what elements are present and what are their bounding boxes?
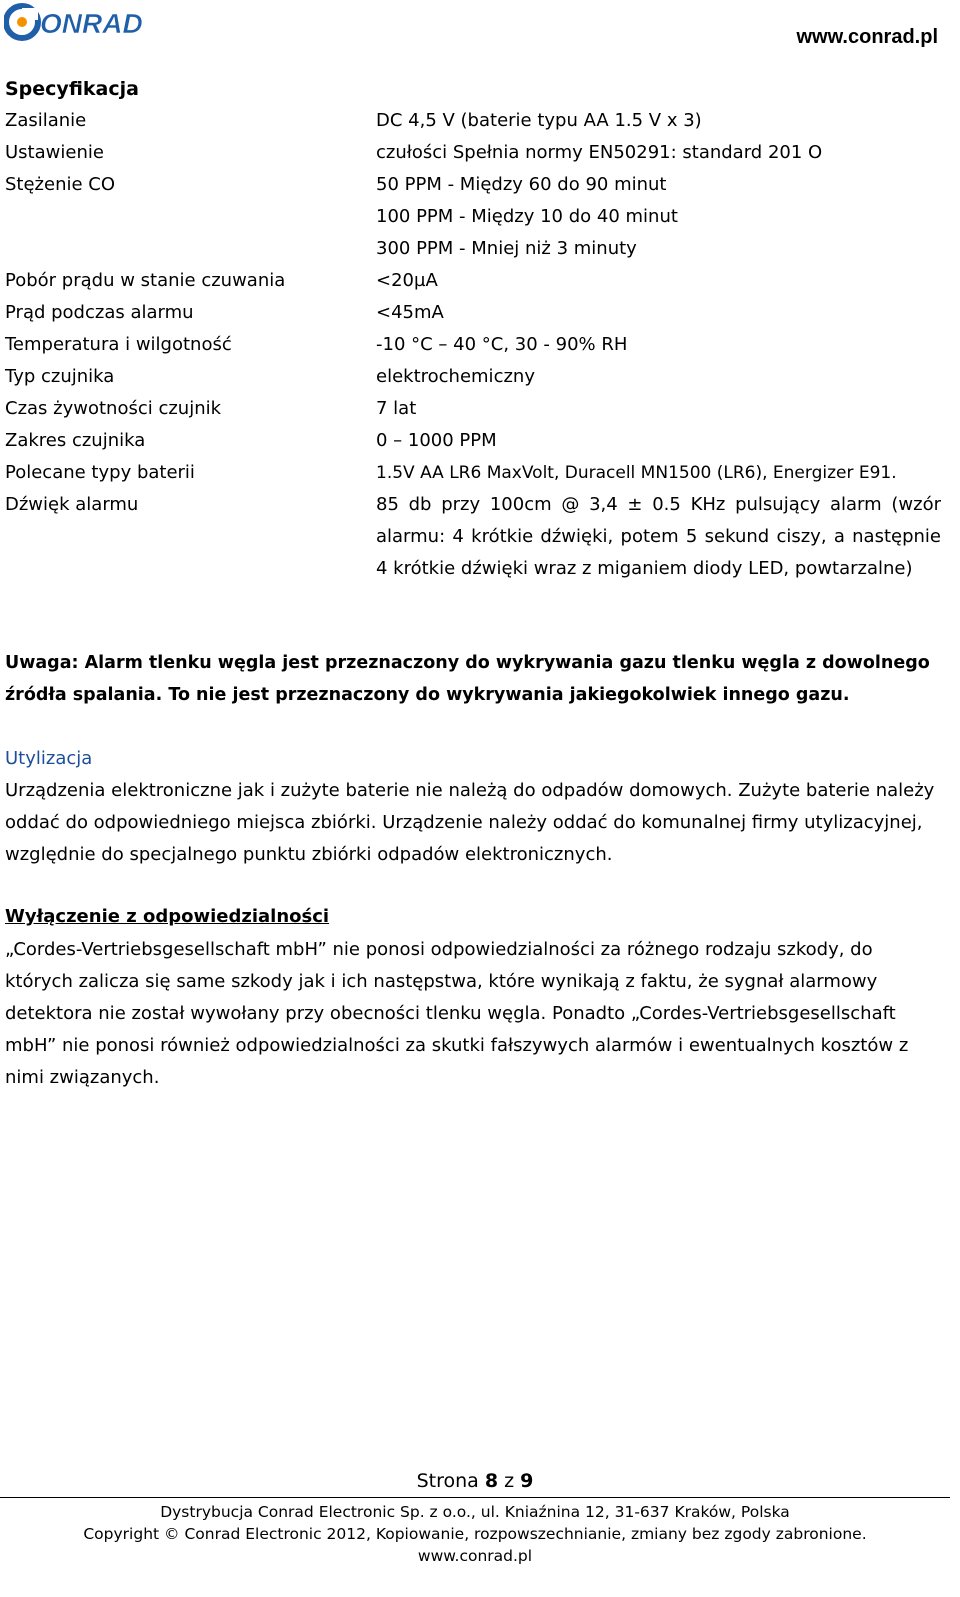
spec-label: Prąd podczas alarmu [5,302,194,323]
page-number [0,1470,950,1492]
spec-row [0,265,960,297]
page-prefix: Strona [416,1470,485,1492]
spec-value: czułości Spełnia normy EN50291: standard 201 O [376,142,823,163]
spec-row [0,169,960,201]
svg-text:ONRAD: ONRAD [40,8,143,39]
spec-label: Pobór prądu w stanie czuwania [5,270,286,291]
spec-row [0,361,960,393]
spec-title: Specyfikacja [5,78,139,100]
spec-value: 0 – 1000 PPM [376,430,497,451]
spec-row [0,233,960,265]
spec-value: DC 4,5 V (baterie typu AA 1.5 V x 3) [376,110,702,131]
spec-label: Temperatura i wilgotność [5,334,232,355]
spec-value: -10 °C – 40 °C, 30 - 90% RH [376,334,628,355]
footer-divider [0,1497,950,1498]
footer-site-url: www.conrad.pl [417,1547,533,1565]
spec-row [0,393,960,425]
spec-row [0,137,960,169]
spec-value: <45mA [376,302,444,323]
header-site-url: www.conrad.pl [796,26,938,48]
warning-paragraph: Uwaga: Alarm tlenku węgla jest przeznaczony do wykrywania gazu tlenku węgla z dowolnego źródła spalania. To nie jest przeznaczony do wykrywania jakiegokolwiek innego gazu. [5,653,930,705]
spec-label: Czas żywotności czujnik [5,398,222,419]
spec-value: 85 db przy 100cm @ 3,4 ± 0.5 KHz pulsujący alarm (wzór alarmu: 4 krótkie dźwięki, potem 5 sekund ciszy, a następnie 4 krótkie dźwięki wraz z miganiem diody LED, powtarzalne) [376,494,941,579]
section-title-disposal: Utylizacja [5,748,93,769]
spec-value: 300 PPM - Mniej niż 3 minuty [376,238,637,259]
footer-address: Dystrybucja Conrad Electronic Sp. z o.o., ul. Kniaźnina 12, 31-637 Kraków, Polska [160,1503,790,1521]
spec-value: <20µA [376,270,438,291]
spec-label: Zasilanie [5,110,87,131]
spec-value: 50 PPM - Między 60 do 90 minut [376,174,667,195]
spec-row [0,329,960,361]
spec-row [0,425,960,457]
conrad-logo [4,2,162,42]
disposal-paragraph: Urządzenia elektroniczne jak i zużyte baterie nie należą do odpadów domowych. Zużyte baterie należy oddać do odpowiedniego miejsca zbiórki. Urządzenie należy oddać do komunalnej firmy utylizacyjnej, względnie do specjalnego punktu zbiórki odpadów elektronicznych. [5,780,935,865]
spec-value: 7 lat [376,398,417,419]
spec-row [0,457,960,489]
footer-copyright: Copyright © Conrad Electronic 2012, Kopiowanie, rozpowszechnianie, zmiany bez zgody zabronione. [83,1525,867,1543]
page-total: 9 [520,1470,534,1492]
liability-paragraph: „Cordes-Vertriebsgesellschaft mbH” nie ponosi odpowiedzialności za różnego rodzaju szkody, do których zalicza się same szkody jak i ich następstwa, które wynikają z faktu, że sygnał alarmowy detektora nie został wywołany przy obecności tlenku węgla. Ponadto „Cordes-Vertriebsgesellschaft mbH” nie ponosi również odpowiedzialności za skutki fałszywych alarmów i ewentualnych kosztów z nimi związanych. [5,939,909,1088]
section-title-liability: Wyłączenie z odpowiedzialności [5,906,330,927]
page-current: 8 [484,1470,499,1492]
spec-label: Zakres czujnika [5,430,146,451]
spec-value: elektrochemiczny [376,366,535,387]
page-mid: z [498,1470,521,1492]
spec-row [0,489,960,585]
spec-value: 1.5V AA LR6 MaxVolt, Duracell MN1500 (LR6), Energizer E91. [376,463,897,483]
spec-row [0,105,960,137]
spec-label: Typ czujnika [5,366,115,387]
spec-label: Polecane typy baterii [5,462,195,483]
spec-label: Ustawienie [5,142,104,163]
spec-row [0,201,960,233]
spec-row [0,297,960,329]
spec-label: Stężenie CO [5,174,116,195]
spec-value: 100 PPM - Między 10 do 40 minut [376,206,678,227]
spec-label: Dźwięk alarmu [5,494,139,515]
